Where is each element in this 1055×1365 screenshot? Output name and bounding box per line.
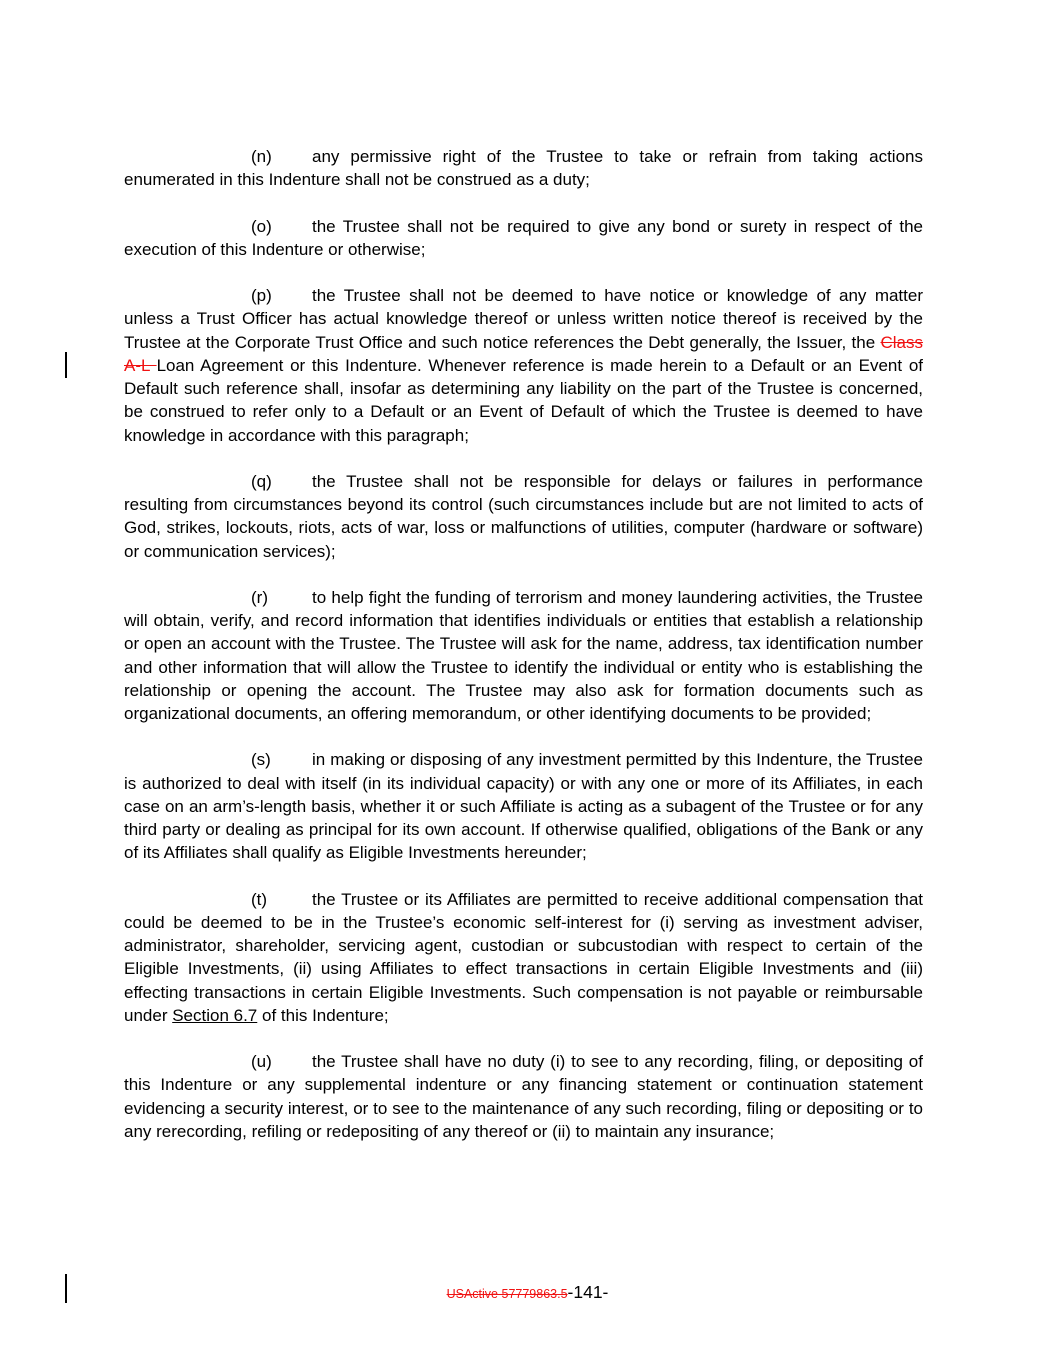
paragraph-r xyxy=(124,586,923,726)
paragraph-text: Loan Agreement or this Indenture. Whenever reference is made herein to a Default or an Event of Default such reference shall, insofar as determining any liability on the part of the Trustee is concerned, be construed to refer only to a Default or an Event of Default of which the Trustee is deemed to have knowledge in accordance with this paragraph; xyxy=(124,355,924,445)
paragraph-label: (t) xyxy=(251,889,268,909)
redline-doc-id: USActive 57779863.5 xyxy=(446,1287,568,1301)
paragraph-text: the Trustee shall not be responsible for delays or failures in performance resulting from circumstances beyond its control (such circumstances include but are not limited to acts of God, strikes, lockouts, riots, acts of war, loss or malfunctions of utilities, computer (hardware or software) or communication services); xyxy=(124,471,923,561)
paragraph-label: (p) xyxy=(251,286,272,305)
paragraph-t xyxy=(124,888,923,1028)
paragraph-label: (s) xyxy=(251,750,271,770)
paragraph-u xyxy=(124,1050,923,1143)
paragraph-o xyxy=(124,215,923,262)
paragraph-text: in making or disposing of any investment permitted by this Indenture, the Trustee is authorized to deal with itself (in its individual capacity) or with any one or more of its Affiliates, in each case on an arm’s-length basis, whether it or such Affiliate is acting as a subagent of the Trustee or for any third party or dealing as principal for its own account. If otherwise qualified, obligations of the Bank or any of its Affiliates shall qualify as Eligible Investments hereunder; xyxy=(124,750,923,863)
page-number: -141- xyxy=(567,1282,609,1302)
margin-change-bar xyxy=(65,352,67,378)
paragraph-text: the Trustee shall not be required to give any bond or surety in respect of the execution of this Indenture or otherwise; xyxy=(124,216,923,259)
paragraph-label: (u) xyxy=(251,1052,272,1071)
paragraph-p xyxy=(124,284,923,447)
page-footer xyxy=(0,1282,1055,1303)
paragraph-text: the Trustee or its Affiliates are permitted to receive additional compensation that could be deemed to be in the Trustee’s economic self-interest for (i) serving as investment adviser, administrator, shareholder, servicing agent, custodian or subcustodian with respect to certain of the Eligible Investments, (ii) using Affiliates to effect transactions in certain Eligible Investments and (iii) effecting transactions in certain Eligible Investments. Such compensation is not payable or reimbursable under xyxy=(124,889,923,1025)
redline-deleted-text: Class A-L xyxy=(124,332,923,375)
paragraph-s xyxy=(124,748,923,864)
paragraph-q xyxy=(124,470,923,563)
paragraph-label: (q) xyxy=(251,471,272,491)
document-body xyxy=(124,145,923,1166)
paragraph-label: (r) xyxy=(251,587,268,607)
paragraph-text: of this Indenture; xyxy=(257,1005,389,1025)
section-cross-reference: Section 6.7 xyxy=(172,1005,258,1025)
paragraph-text: the Trustee shall have no duty (i) to see to any recording, filing, or depositing of this Indenture or any supplemental indenture or any financing statement or continuation statement evidencing a security interest, or to see to the maintenance of any such recording, filing or depositing or to any rerecording, refiling or redepositing of any thereof or (ii) to maintain any insurance; xyxy=(124,1052,923,1141)
paragraph-label: (o) xyxy=(251,216,272,236)
paragraph-n xyxy=(124,145,923,192)
paragraph-label: (n) xyxy=(251,147,272,166)
paragraph-text: the Trustee shall not be deemed to have notice or knowledge of any matter unless a Trust Officer has actual knowledge thereof or unless written notice thereof is received by the Trustee at the Corporate Trust Office and such notice references the Debt generally, the Issuer, the xyxy=(124,286,923,352)
paragraph-text: any permissive right of the Trustee to take or refrain from taking actions enumerated in this Indenture shall not be construed as a duty; xyxy=(124,147,923,190)
paragraph-text: to help fight the funding of terrorism and money laundering activities, the Trustee will obtain, verify, and record information that identifies individuals or entities that establish a relationship or open an account with the Trustee. The Trustee will ask for the name, address, tax identification number and other information that will allow the Trustee to identify the individual or entity who is establishing the relationship or opening the account. The Trustee may also ask for formation documents such as organizational documents, an offering memorandum, or other identifying documents to be provided; xyxy=(124,587,923,723)
